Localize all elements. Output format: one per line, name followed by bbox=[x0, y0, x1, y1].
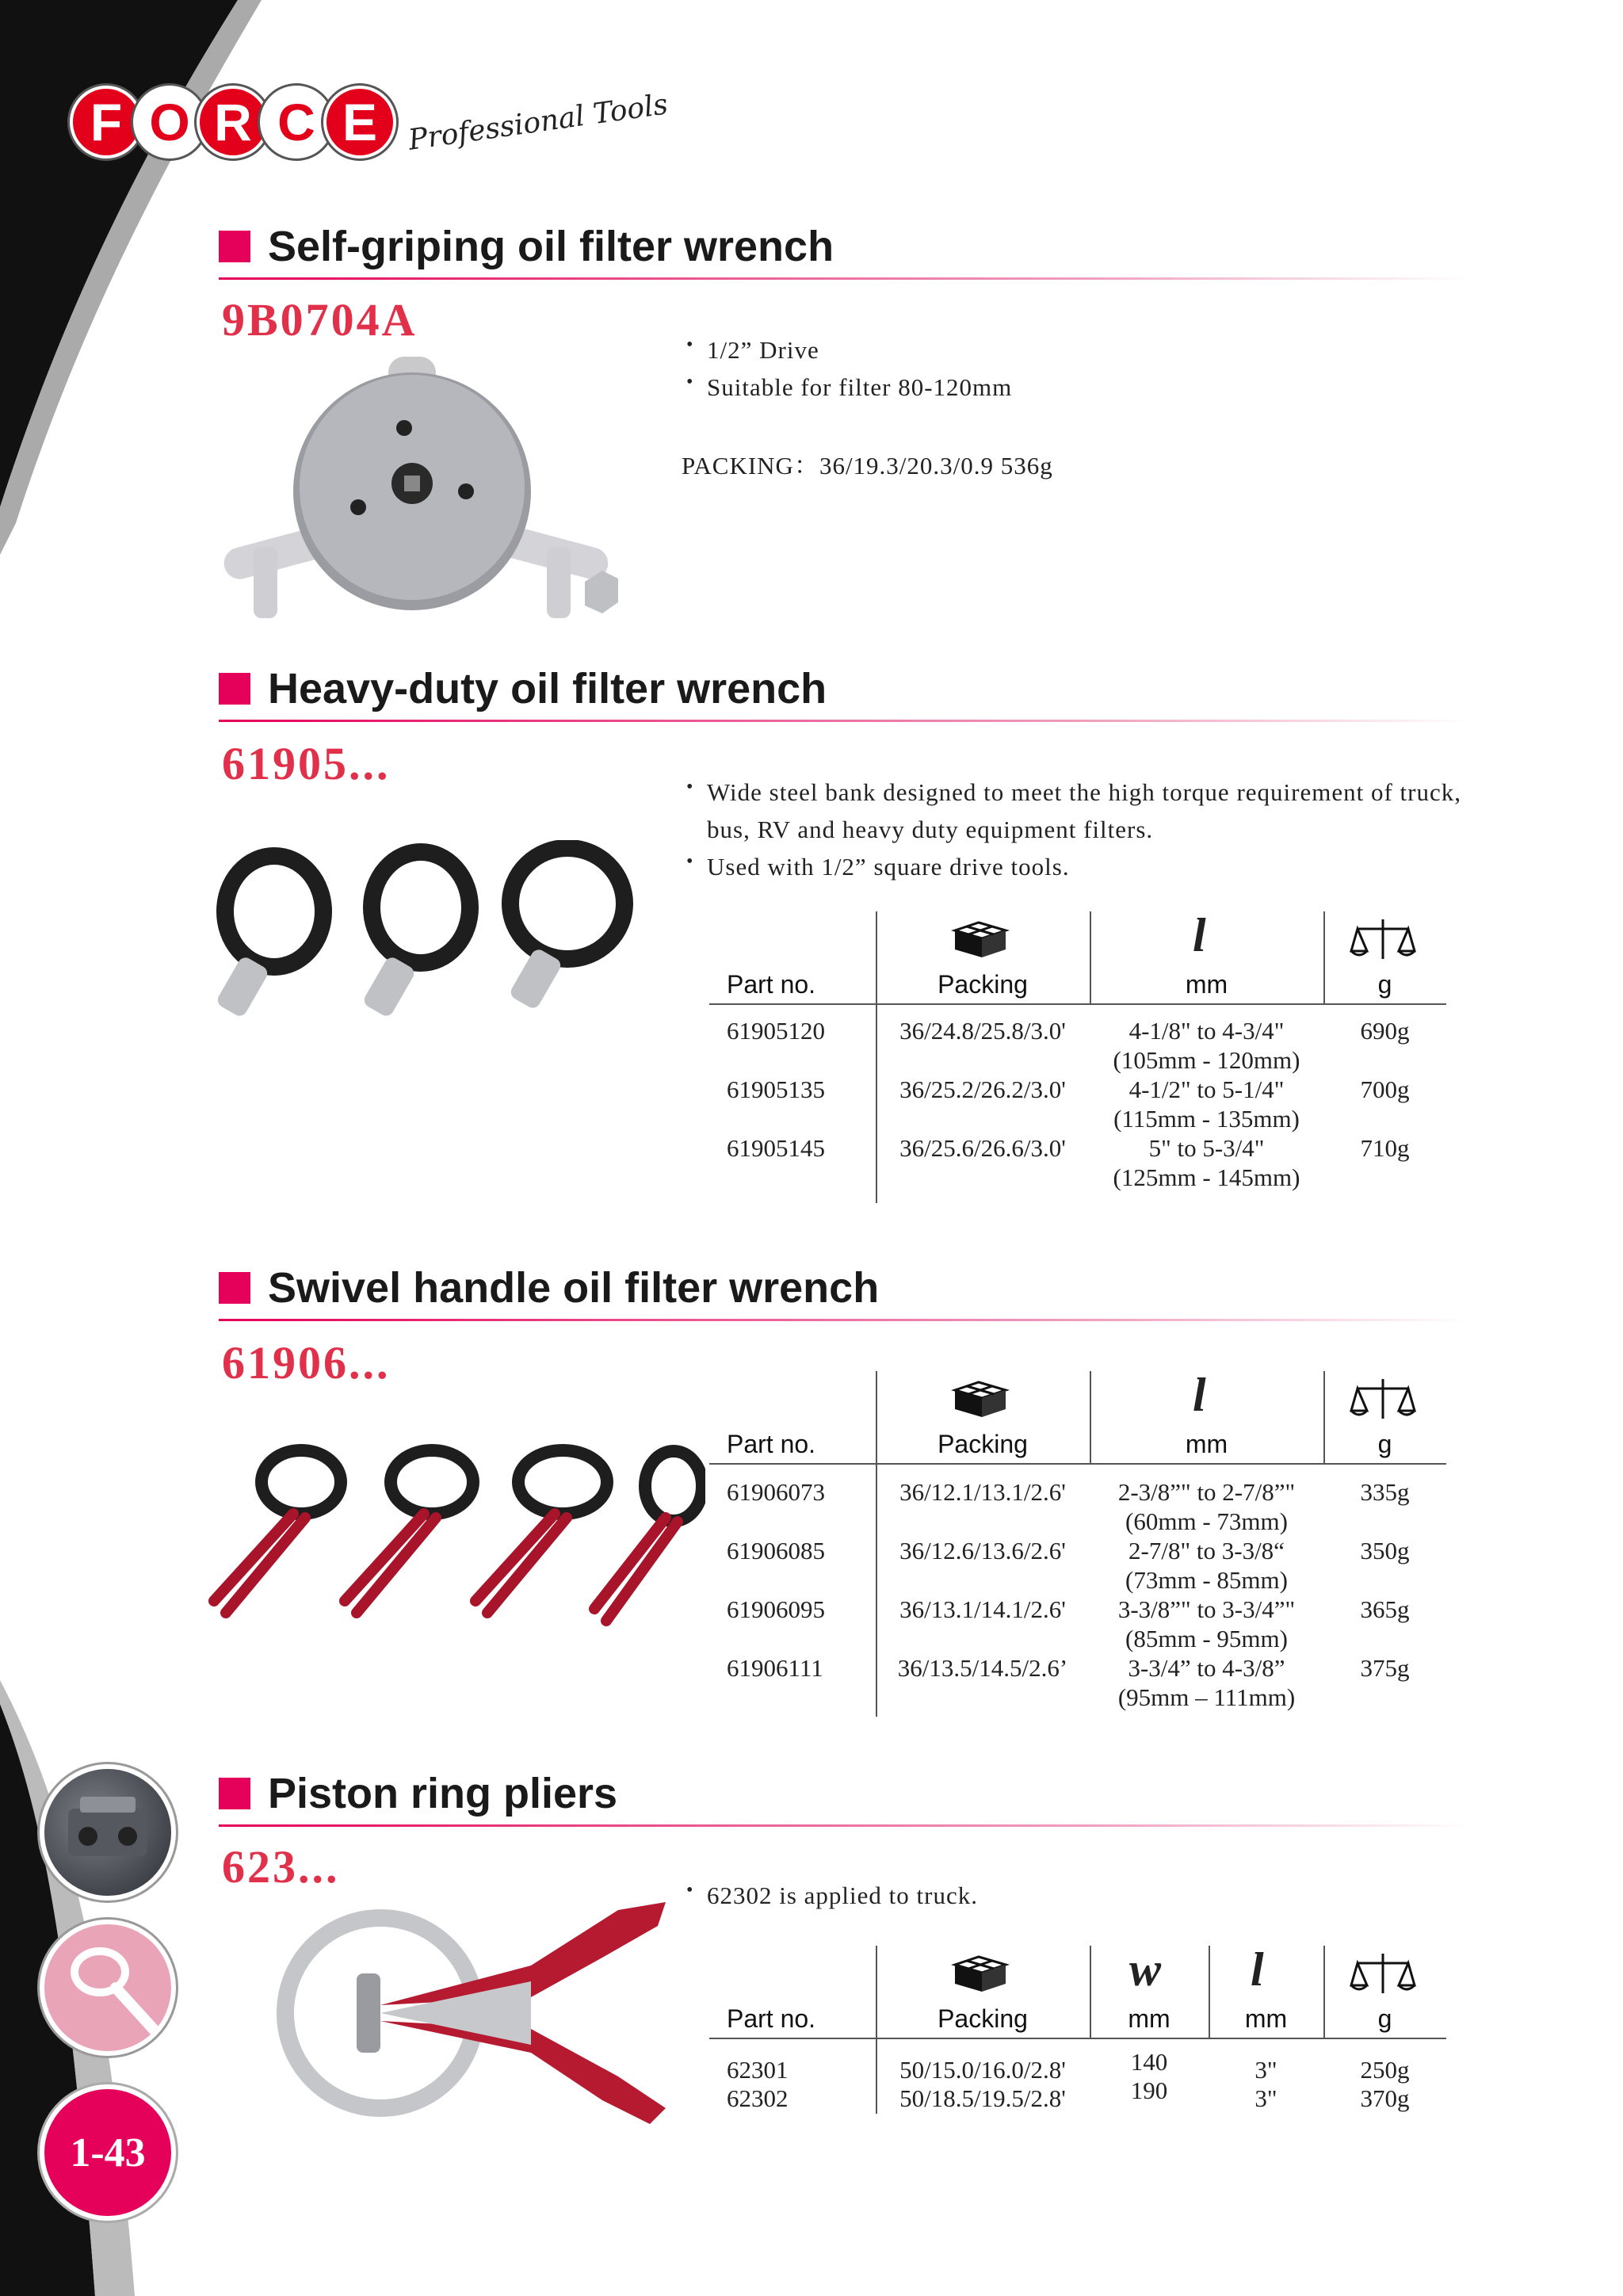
packing-box-icon bbox=[947, 1954, 1010, 1995]
cell-packing: 36/25.6/26.6/3.0' bbox=[899, 1134, 1066, 1162]
cell-part-no: 61906073 bbox=[727, 1478, 825, 1506]
cell-packing: 36/13.5/14.5/2.6’ bbox=[897, 1654, 1068, 1682]
packing-box-icon bbox=[947, 1379, 1010, 1420]
feature-item-continued: bus, RV and heavy duty equipment filters. bbox=[707, 816, 1154, 843]
cell-part-no: 61905145 bbox=[727, 1134, 825, 1162]
cell-part-no: 61906095 bbox=[727, 1595, 825, 1623]
column-header-part-no: Part no. bbox=[727, 970, 816, 999]
section-title-piston-ring-pliers bbox=[219, 1766, 617, 1821]
cell-size-metric: (115mm - 135mm) bbox=[1113, 1105, 1300, 1133]
cell-l-mm: 3" bbox=[1254, 2084, 1277, 2112]
cell-l-mm: 3" bbox=[1254, 2056, 1277, 2084]
feature-item: • 62302 is applied to truck. bbox=[686, 1877, 978, 1914]
cell-size-metric: (95mm – 111mm) bbox=[1117, 1683, 1296, 1711]
cell-size: 4-1/8" to 4-3/4" bbox=[1128, 1017, 1285, 1045]
cell-packing: 50/15.0/16.0/2.8' bbox=[899, 2056, 1066, 2084]
cell-size-metric: (60mm - 73mm) bbox=[1125, 1507, 1288, 1535]
logo-letter-e: E bbox=[327, 89, 393, 155]
section-divider bbox=[219, 277, 1471, 280]
cell-weight: 370g bbox=[1360, 2084, 1410, 2112]
column-header-g: g bbox=[1377, 970, 1392, 999]
feature-list bbox=[686, 1877, 978, 1914]
column-header-w-mm: mm bbox=[1128, 2004, 1170, 2033]
cell-packing: 36/25.2/26.2/3.0' bbox=[899, 1075, 1066, 1103]
length-symbol: l bbox=[1193, 909, 1206, 961]
section-title-text: Self-griping oil filter wrench bbox=[268, 223, 834, 270]
section-title-swivel-handle bbox=[219, 1260, 879, 1316]
section-marker bbox=[219, 231, 250, 262]
section-title-heavy-duty bbox=[219, 661, 827, 716]
page-number: 1-43 bbox=[44, 2089, 171, 2216]
logo-letter-f: F bbox=[73, 89, 139, 155]
section-divider bbox=[219, 720, 1471, 722]
cell-size: 3-3/8”" to 3-3/4”" bbox=[1117, 1595, 1296, 1623]
section-divider bbox=[219, 1824, 1471, 1827]
section-title-text: Heavy-duty oil filter wrench bbox=[268, 665, 827, 712]
cell-size: 5" to 5-3/4" bbox=[1148, 1134, 1265, 1162]
cell-part-no: 61905135 bbox=[727, 1075, 825, 1103]
logo-letter-o: O bbox=[136, 89, 203, 155]
product-code: 61906... bbox=[222, 1337, 391, 1389]
cell-part-no: 62302 bbox=[727, 2084, 789, 2112]
section-marker bbox=[219, 1272, 250, 1304]
cell-weight: 250g bbox=[1360, 2056, 1410, 2084]
cell-size-metric: (73mm - 85mm) bbox=[1125, 1566, 1288, 1594]
cell-size: 4-1/2" to 5-1/4" bbox=[1128, 1075, 1285, 1103]
feature-list bbox=[686, 774, 1461, 885]
packing-info: PACKING：36/19.3/20.3/0.9 536g bbox=[682, 452, 1053, 479]
product-image-piston-ring-pliers bbox=[269, 1894, 682, 2132]
logo-letter-r: R bbox=[200, 89, 266, 155]
cell-weight: 710g bbox=[1360, 1134, 1410, 1162]
cell-weight: 690g bbox=[1360, 1017, 1410, 1045]
column-header-mm: mm bbox=[1185, 1430, 1228, 1458]
column-header-part-no: Part no. bbox=[727, 1430, 816, 1458]
product-image-swivel-wrenches bbox=[198, 1442, 705, 1633]
column-header-l-mm: mm bbox=[1244, 2004, 1288, 2033]
thumbnail-engine-photo bbox=[44, 1769, 171, 1896]
column-header-part-no: Part no. bbox=[727, 2004, 816, 2033]
cell-size-metric: (105mm - 120mm) bbox=[1113, 1046, 1300, 1074]
brand-tagline: Professional Tools bbox=[406, 87, 670, 157]
cell-size: 2-7/8" to 3-3/8“ bbox=[1128, 1537, 1285, 1564]
cell-part-no: 62301 bbox=[727, 2056, 789, 2084]
product-image-heavy-duty-wrenches bbox=[211, 840, 686, 1030]
section-divider bbox=[219, 1319, 1471, 1321]
feature-item: • Suitable for filter 80-120mm bbox=[686, 369, 1012, 406]
section-title-text: Swivel handle oil filter wrench bbox=[268, 1264, 880, 1312]
cell-size-metric: (125mm - 145mm) bbox=[1113, 1163, 1300, 1191]
product-code: 61905... bbox=[222, 738, 391, 789]
cell-w-mm: 140 bbox=[1130, 2048, 1168, 2076]
cell-w-mm: 190 bbox=[1130, 2076, 1168, 2104]
section-marker bbox=[219, 673, 250, 705]
product-image-self-griping-wrench bbox=[214, 357, 626, 642]
feature-item: • 1/2” Drive bbox=[686, 331, 1012, 369]
cell-size-metric: (85mm - 95mm) bbox=[1125, 1625, 1288, 1652]
column-header-g: g bbox=[1377, 2004, 1392, 2033]
section-title-self-griping bbox=[219, 219, 834, 274]
column-header-packing: Packing bbox=[938, 1430, 1028, 1458]
cell-size: 3-3/4” to 4-3/8” bbox=[1128, 1654, 1285, 1682]
brand-logo bbox=[73, 82, 669, 162]
cell-part-no: 61905120 bbox=[727, 1017, 825, 1045]
cell-part-no: 61906111 bbox=[727, 1654, 823, 1682]
cell-weight: 350g bbox=[1360, 1537, 1410, 1564]
thumbnail-wrench-photo bbox=[44, 1924, 171, 2051]
logo-letter-c: C bbox=[263, 89, 330, 155]
weight-scale-icon bbox=[1350, 1950, 1416, 1998]
cell-part-no: 61906085 bbox=[727, 1537, 825, 1564]
cell-packing: 36/12.1/13.1/2.6' bbox=[899, 1478, 1066, 1506]
packing-box-icon bbox=[947, 919, 1010, 961]
cell-packing: 36/24.8/25.8/3.0' bbox=[899, 1017, 1066, 1045]
cell-size: 2-3/8”" to 2-7/8”" bbox=[1117, 1478, 1296, 1506]
cell-packing: 36/12.6/13.6/2.6' bbox=[899, 1537, 1066, 1564]
feature-list bbox=[686, 331, 1012, 406]
length-symbol: l bbox=[1193, 1369, 1206, 1421]
column-header-g: g bbox=[1377, 1430, 1392, 1458]
section-title-text: Piston ring pliers bbox=[268, 1770, 618, 1817]
column-header-packing: Packing bbox=[938, 970, 1028, 999]
wrench-icon bbox=[44, 1924, 171, 2051]
weight-scale-icon bbox=[1350, 1376, 1416, 1423]
cell-weight: 335g bbox=[1360, 1478, 1410, 1506]
cell-packing: 50/18.5/19.5/2.8' bbox=[899, 2084, 1066, 2112]
cell-packing: 36/13.1/14.1/2.6' bbox=[899, 1595, 1066, 1623]
length-symbol: l bbox=[1251, 1943, 1264, 1996]
cell-weight: 700g bbox=[1360, 1075, 1410, 1103]
cell-weight: 375g bbox=[1360, 1654, 1410, 1682]
column-header-mm: mm bbox=[1185, 970, 1228, 999]
product-code: 623... bbox=[222, 1841, 340, 1893]
weight-scale-icon bbox=[1350, 916, 1416, 964]
product-code: 9B0704A bbox=[222, 294, 418, 346]
cell-weight: 365g bbox=[1360, 1595, 1410, 1623]
width-symbol: w bbox=[1129, 1943, 1162, 1996]
feature-item: • Wide steel bank designed to meet the high torque requirement of truck, bbox=[686, 774, 1461, 811]
engine-icon bbox=[44, 1769, 171, 1896]
section-marker bbox=[219, 1778, 250, 1809]
column-header-packing: Packing bbox=[938, 2004, 1028, 2033]
feature-item: • Used with 1/2” square drive tools. bbox=[686, 848, 1461, 885]
